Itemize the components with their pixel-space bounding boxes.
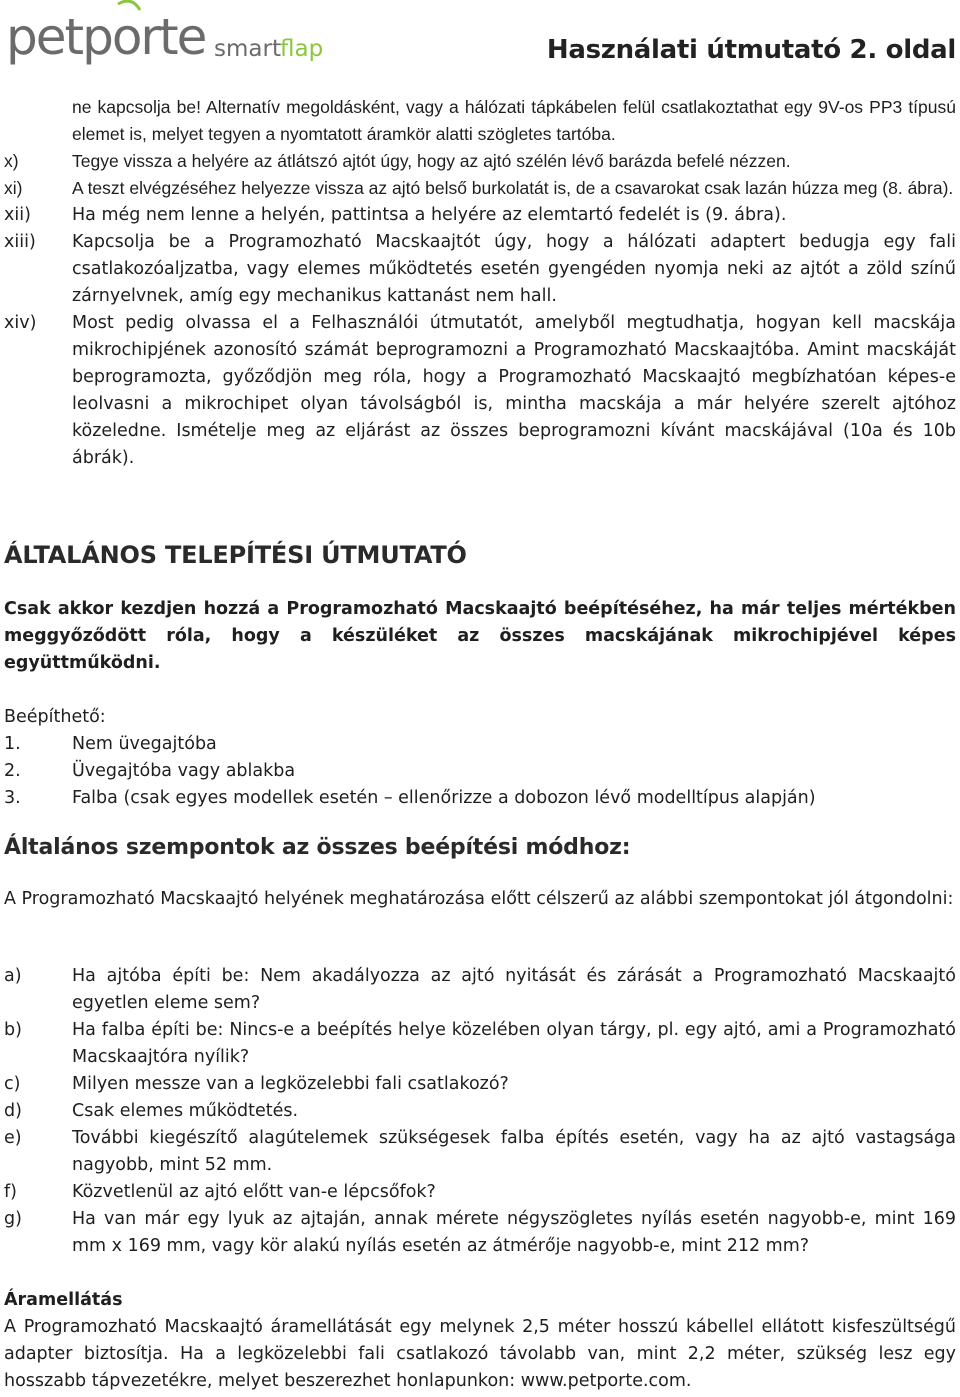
list-item — [0, 758, 960, 785]
list-item — [0, 1017, 960, 1071]
general-intro: A Programozható Macskaajtó helyének meghatározása előtt célszerű az alábbi szempontokat jól átgondolni: — [4, 889, 954, 909]
section-title: ÁLTALÁNOS TELEPÍTÉSI ÚTMUTATÓ — [4, 541, 467, 569]
list-item-text: További kiegészítő alagútelemek szükségesek falba építés esetén, vagy ha az ajtó vastagsága nagyobb, mint 52 mm. — [72, 1128, 956, 1175]
list-marker: e) — [4, 1128, 22, 1148]
list-item — [0, 1125, 960, 1179]
list-item-text: Most pedig olvassa el a Felhasználói útmutatót, amelyből megtudhatja, hogyan kell macskája mikrochipjének azonosító számát beprogramozni a Programozható Macskaajtóba. Amint macskáját beprogramozta, győződjön meg róla, hogy a Programozható Macskaajtó megbízhatóan képes-e leolvasni a mikrochipet olyan távolságból is, mintha macskája a már helyére szerelt ajtóhoz közeledne. Ismételje meg az eljárást az összes beprogramozni kívánt macskájával (10a és 10b ábrák). — [72, 313, 956, 468]
list-item-text: Ha még nem lenne a helyén, pattintsa a helyére az elemtartó fedelét is (9. ábra). — [72, 205, 787, 225]
warning-block — [0, 596, 960, 677]
page-title: Használati útmutató 2. oldal — [546, 35, 956, 65]
general-heading-block — [0, 834, 960, 861]
list-item-text: Üvegajtóba vagy ablakba — [72, 761, 296, 781]
list-item-text: Csak elemes működtetés. — [72, 1101, 299, 1121]
continued-text: ne kapcsolja be! Alternatív megoldásként, vagy a hálózati tápkábelen felül csatlakoztathat egy 9V-os PP3 típusú elemet is, melyet tegyen a nyomtatott áramkör alatti szögletes tartóba. — [72, 97, 956, 144]
considerations-list — [0, 963, 960, 1260]
list-item — [0, 963, 960, 1017]
warning-text: Csak akkor kezdjen hozzá a Programozható Macskaajtó beépítéséhez, ha már teljes mértékben meggyőződött róla, hogy a készüléket az összes macskájának mikrochipjével képes együttműködni. — [4, 599, 956, 673]
list-item-text: Közvetlenül az ajtó előtt van-e lépcsőfok? — [72, 1182, 436, 1202]
list-item — [0, 1098, 960, 1125]
list-item — [0, 202, 960, 229]
petporte-logo — [6, 0, 336, 74]
list-marker: g) — [4, 1209, 22, 1229]
installable-block — [0, 704, 960, 812]
list-marker: xiv) — [4, 313, 37, 333]
general-heading: Általános szempontok az összes beépítési módhoz: — [4, 835, 631, 860]
list-marker: xi) — [4, 178, 23, 198]
list-item — [0, 731, 960, 758]
list-marker: x) — [4, 151, 19, 171]
list-item — [0, 229, 960, 310]
list-item — [0, 148, 960, 175]
continued-paragraph — [0, 94, 960, 148]
list-item-text: Nem üvegajtóba — [72, 734, 217, 754]
list-item — [0, 175, 960, 202]
list-item-text: Kapcsolja be a Programozható Macskaajtót úgy, hogy a hálózati adaptert bedugja egy fali csatlakozóaljzatba, vagy elemes működtetés esetén gyengéden nyomja neki az ajtót a zöld színű zárnyelvnek, amíg egy mechanikus kattanást nem hall. — [72, 232, 956, 306]
list-item — [0, 785, 960, 812]
steps-list — [0, 148, 960, 472]
list-marker: a) — [4, 966, 22, 986]
power-text: A Programozható Macskaajtó áramellátását egy melynek 2,5 méter hosszú kábellel ellátott kisfeszültségű adapter biztosítja. Ha a legközelebbi fali csatlakozó távolabb van, mint 2,2 méter, szükség lesz egy hosszabb tápvezetékre, melyet beszerezhet honlapunkon: www.petporte.com. — [4, 1317, 956, 1391]
list-item-text: Ha ajtóba építi be: Nem akadályozza az ajtó nyitását és zárását a Programozható Macskaajtó egyetlen eleme sem? — [72, 966, 956, 1013]
power-heading: Áramellátás — [4, 1290, 123, 1310]
list-item-text: Ha van már egy lyuk az ajtaján, annak mérete négyszögletes nyílás esetén nagyobb-e, mint 169 mm x 169 mm, vagy kör alakú nyílás esetén az átmérője nagyobb-e, mint 212 mm? — [72, 1209, 956, 1256]
logo-sub-flap: flap — [280, 36, 324, 62]
list-item-text: Tegye vissza a helyére az átlátszó ajtót úgy, hogy az ajtó szélén lévő barázda befelé nézzen. — [72, 151, 791, 171]
list-item — [0, 1206, 960, 1260]
list-marker: 1. — [4, 734, 21, 754]
installable-label: Beépíthető: — [4, 707, 106, 727]
list-item — [0, 1179, 960, 1206]
general-intro-block — [0, 886, 960, 913]
list-item-text: A teszt elvégzéséhez helyezze vissza az ajtó belső burkolatát is, de a csavarokat csak lazán húzza meg (8. ábra). — [72, 178, 954, 198]
power-block — [0, 1287, 960, 1395]
list-marker: xii) — [4, 205, 31, 225]
list-marker: d) — [4, 1101, 22, 1121]
list-item — [0, 310, 960, 472]
list-marker: f) — [4, 1182, 17, 1202]
logo-brand-text: petporte — [6, 8, 206, 66]
list-marker: 2. — [4, 761, 21, 781]
list-item-text: Falba (csak egyes modellek esetén – ellenőrizze a dobozon lévő modelltípus alapján) — [72, 788, 816, 808]
list-item — [0, 1071, 960, 1098]
list-marker: b) — [4, 1020, 22, 1040]
list-item-text: Milyen messze van a legközelebbi fali csatlakozó? — [72, 1074, 509, 1094]
list-marker: c) — [4, 1074, 21, 1094]
page-header — [0, 0, 960, 82]
logo-sub-smart: smart — [214, 36, 281, 62]
list-marker: 3. — [4, 788, 21, 808]
list-item-text: Ha falba építi be: Nincs-e a beépítés helye közelében olyan tárgy, pl. egy ajtó, ami a Programozható Macskaajtóra nyílik? — [72, 1020, 956, 1067]
list-marker: xiii) — [4, 232, 36, 252]
